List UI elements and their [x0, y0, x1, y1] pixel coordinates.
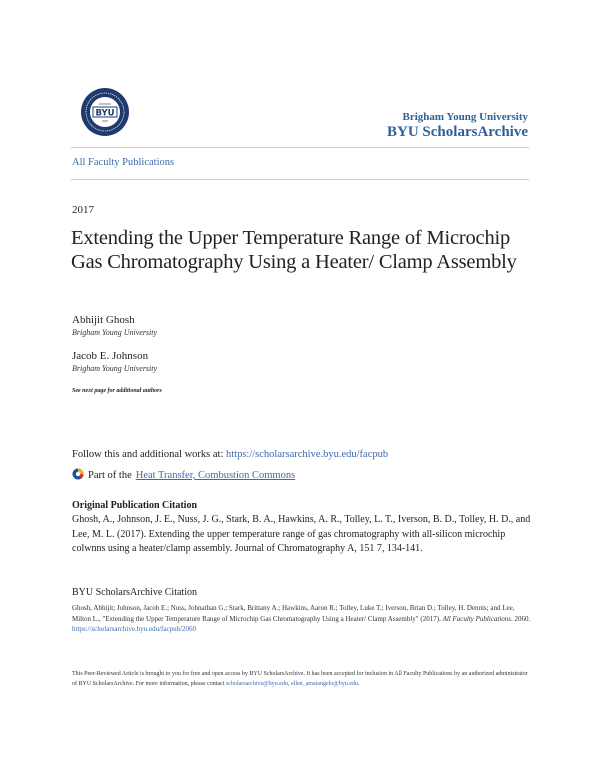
separator: ,: [287, 680, 291, 687]
byu-citation-heading: BYU ScholarsArchive Citation: [72, 587, 197, 598]
author-affiliation: Brigham Young University: [72, 328, 158, 337]
author-name: Abhijit Ghosh: [72, 314, 135, 326]
repository-name: BYU ScholarsArchive: [387, 124, 528, 140]
part-of-line: [72, 468, 295, 483]
author-name: Jacob E. Johnson: [72, 350, 149, 362]
byu-citation-body: Ghosh, Abhijit; Johnson, Jacob E.; Nuss, Johnathan G.; Stark, Brittany A.; Hawkins, Aaron R.; Tolley, Luke T.; Iverson, Brian D.; Tolley, H. Dennis; and Lee, Milton L., "Extending the Upper Temperature Range of Microchip Gas Chromatography Using a Heater/ Clamp Assembly" (2017).: [72, 604, 515, 623]
article-title: Extending the Upper Temperature Range of Microchip Gas Chromatography Using a Heater/ Clamp Assembly: [71, 227, 517, 273]
footer-notice: [72, 670, 532, 689]
commons-link[interactable]: Heat Transfer, Combustion Commons: [135, 470, 296, 481]
email-link[interactable]: scholarsarchive@byu.edu: [225, 680, 288, 687]
byu-citation-text: [72, 603, 532, 635]
original-citation-heading: Original Publication Citation: [72, 500, 198, 511]
email-link[interactable]: ellen_amatangelo@byu.edu: [290, 680, 358, 687]
byu-seal-logo: [80, 87, 130, 137]
commons-icon: [72, 468, 84, 483]
original-citation-text: Ghosh, A., Johnson, J. E., Nuss, J. G., Stark, B. A., Hawkins, A. R., Tolley, L. T., Iverson, B. D., Tolley, H. D., and Lee, M. L. (2017). Extending the upper temperature range of gas chromatography with all-silicon microchip colwnns using a heater/clamp assembly. Journal of Chromatography A, 151 7, 134-141.: [72, 514, 531, 554]
follow-label: Follow this and additional works at:: [72, 449, 226, 460]
svg-text:BYU: BYU: [95, 108, 115, 119]
citation-url-link[interactable]: https://scholarsarchive.byu.edu/facpub/2060: [72, 625, 197, 633]
header-divider: [71, 147, 529, 148]
footer-text: This Peer-Reviewed Article is brought to you for free and open access by BYU ScholarsArchive. It has been accepted for inclusion in All Faculty Publications by an authorized administrator of BYU ScholarsArchive. For more information, please contact: [72, 671, 528, 687]
period: .: [358, 680, 360, 687]
institution-name: Brigham Young University: [402, 111, 528, 123]
collection-link[interactable]: All Faculty Publications: [72, 157, 175, 168]
collection-divider: [71, 179, 529, 180]
facpub-link[interactable]: https://scholarsarchive.byu.edu/facpub: [226, 449, 389, 460]
see-next-page-note: See next page for additional authors: [72, 388, 162, 394]
series-name: All Faculty Publications: [442, 614, 512, 623]
institution-header: [387, 111, 528, 141]
publication-year: 2017: [72, 204, 94, 216]
author-affiliation: Brigham Young University: [72, 364, 158, 373]
series-number: . 2060.: [511, 614, 531, 623]
part-of-label: Part of the: [88, 470, 132, 481]
follow-line: [72, 449, 388, 460]
